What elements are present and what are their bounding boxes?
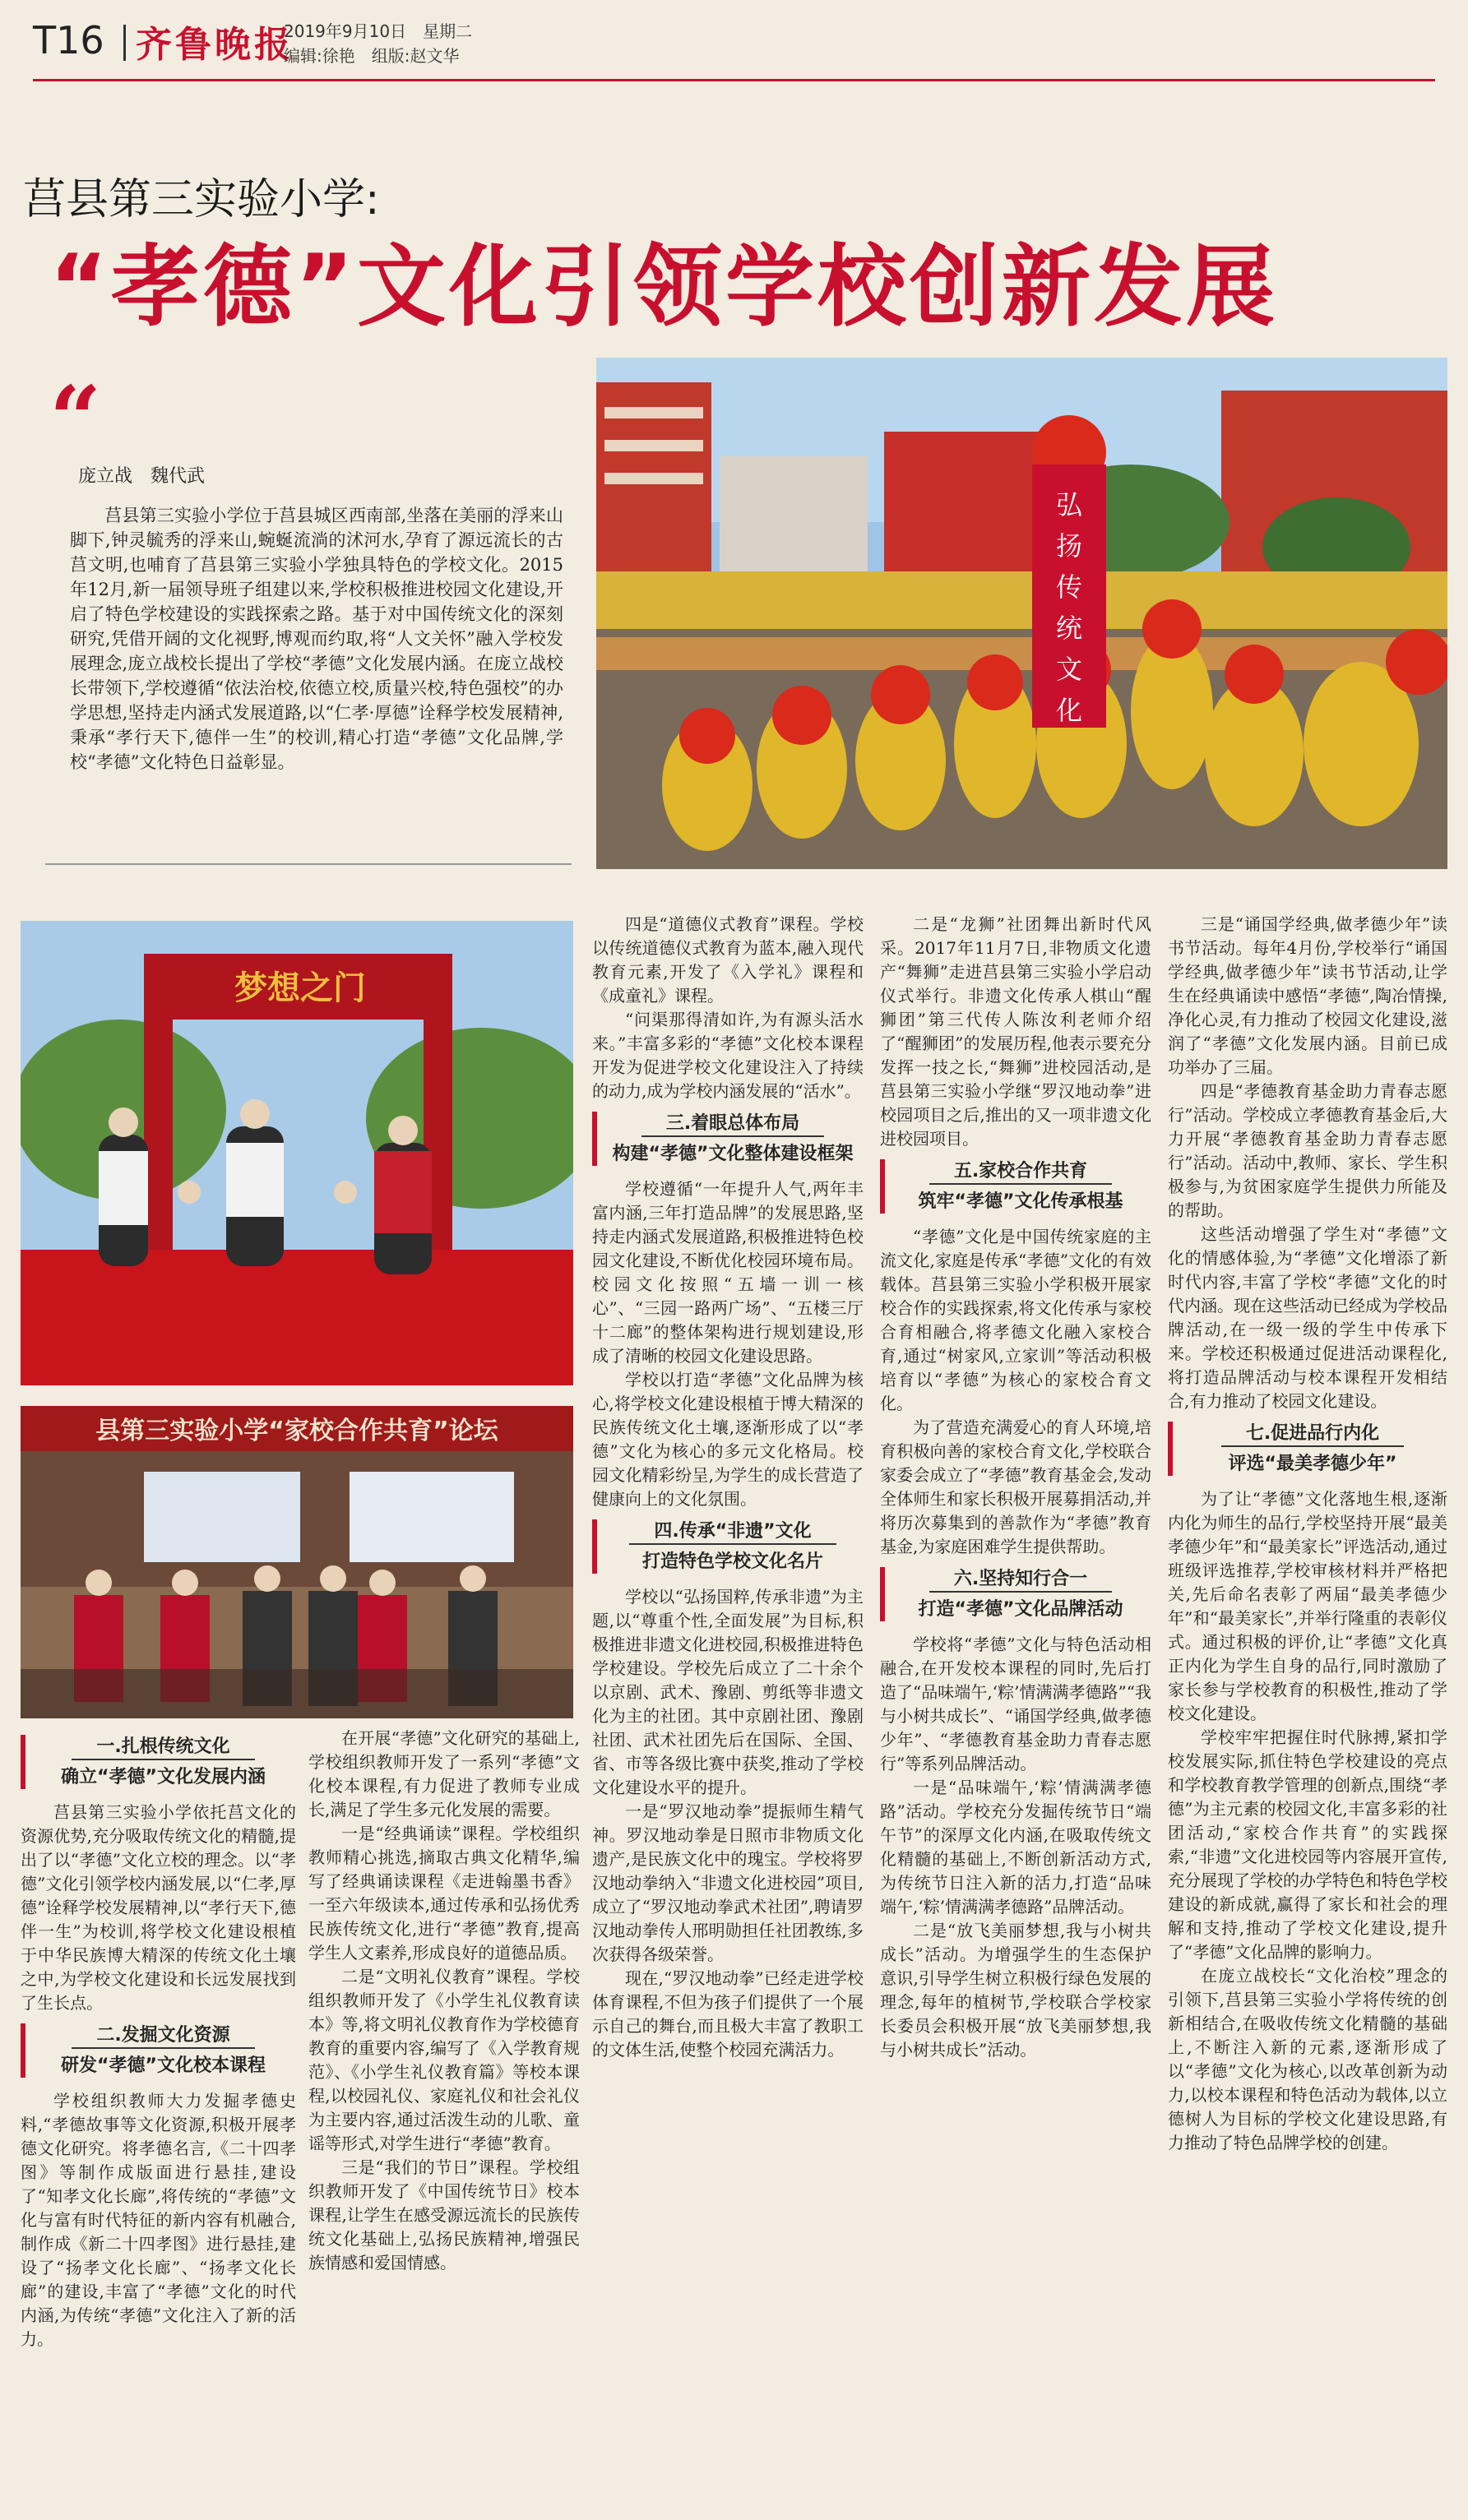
- editor-credit: 编辑:徐艳 组版:赵文华: [284, 46, 460, 66]
- article-column-4: [880, 913, 1151, 2062]
- masthead-logo: 齐鲁晚报: [136, 24, 294, 66]
- section-heading-7: [1168, 1422, 1447, 1476]
- section-3-title: 三.着眼总体布局: [641, 1112, 824, 1137]
- section-2-paragraph: 学校组织教师大力发掘孝德史料,“孝德故事等文化资源,积极开展孝德文化研究。将孝德名言,《二十四孝图》等制作成版面进行悬挂,建设了“知孝文化长廊”,将传统的“孝德”文化与富有时代特征的新内容有机融合,制作成《新二十四孝图》进行悬挂,建设了“扬孝文化长廊”、“扬孝文化长廊”的建设,丰富了“孝德”文化的时代内涵,为传统“孝德”文化注入了新的活力。: [21, 2091, 296, 2349]
- section-heading-3: [592, 1112, 864, 1166]
- lion-banner-char-1: 弘: [1055, 489, 1083, 520]
- dream-gate-photo: [21, 921, 573, 1385]
- header-rule: [33, 79, 1435, 81]
- byline: 庞立战 魏代武: [78, 466, 206, 487]
- dream-gate-banner: 梦想之门: [234, 969, 366, 1007]
- section-5-subtitle: 筑牢“孝德”文化传承根基: [918, 1191, 1123, 1212]
- section-6-paragraph: 学校将“孝德”文化与特色活动相融合,在开发校本课程的同时,先后打造了“品味端午,‘粽’情满满孝德路”“我与小树共成长”、“诵国学经典,做孝德少年”、“孝德教育基金助力青春志愿行”等系列品牌活动。: [880, 1635, 1151, 1773]
- section-2-paragraph: 四是“道德仪式教育”课程。学校以传统道德仪式教育为蓝本,融入现代教育元素,开发了《入学礼》课程和《成童礼》课程。: [592, 914, 864, 1006]
- lion-banner-char-5: 文: [1055, 654, 1083, 685]
- section-2-title: 二.发掘文化资源: [72, 2023, 254, 2049]
- lion-banner-char-4: 统: [1055, 613, 1083, 644]
- section-4-paragraph: 学校以“弘扬国粹,传承非遗”为主题,以“尊重个性,全面发展”为目标,积极推进非遗文化进校园,积极推进特色学校建设。学校先后成立了二十余个以京剧、武术、豫剧、剪纸等非遗文化为主的社团。其中京剧社团、豫剧社团、武术社团先后在国际、全国、省、市等各级比赛中获奖,推动了学校文化建设水平的提升。: [592, 1587, 864, 1797]
- section-2-paragraph: 在开展“孝德”文化研究的基础上,学校组织教师开发了一系列“孝德”文化校本课程,有力促进了教师专业成长,满足了学生多元化发展的需要。: [308, 1728, 580, 1819]
- section-1-paragraph: 莒县第三实验小学依托莒文化的资源优势,充分吸取传统文化的精髓,提出了以“孝德”文化立校的理念。以“孝德”文化引领学校内涵发展,以“仁孝,厚德”诠释学校发展精神,以“孝行天下,德伴一生”为校训,将学校文化建设根植于中华民族博大精深的传统文化土壤之中,为学校文化建设和长远发展找到了生长点。: [21, 1802, 296, 2013]
- section-1-title: 一.扎根传统文化: [72, 1735, 254, 1760]
- forum-photo: [21, 1406, 573, 1718]
- section-7-title: 七.促进品行内化: [1221, 1422, 1404, 1447]
- section-6-paragraph: 四是“孝德教育基金助力青春志愿行”活动。学校成立孝德教育基金后,大力开展“孝德教育基金助力青春志愿行”活动。活动中,教师、家长、学生积极参与,为贫困家庭学生提供力所能及的帮助。: [1168, 1081, 1447, 1220]
- section-heading-1: [21, 1735, 296, 1789]
- page-number: T16: [33, 18, 104, 62]
- section-3-paragraph: 学校以打造“孝德”文化品牌为核心,将学校文化建设根植于博大精深的民族传统文化土壤,逐渐形成了以“孝德”文化为核心的多元文化格局。校园文化精彩纷呈,为学生的成长营造了健康向上的文化氛围。: [592, 1370, 864, 1509]
- article-column-3: [592, 913, 864, 2062]
- section-5-title: 五.家校合作共育: [929, 1159, 1112, 1185]
- section-6-paragraph: 二是“放飞美丽梦想,我与小树共成长”活动。为增强学生的生态保护意识,引导学生树立积极行绿色发展的理念,每年的植树节,学校联合学校家长委员会积极开展“放飞美丽梦想,我与小树共成长”活动。: [880, 1921, 1151, 2060]
- lion-banner-char-3: 传: [1055, 571, 1083, 603]
- section-7-paragraph: 为了让“孝德”文化落地生根,逐渐内化为师生的品行,学校坚持开展“最美孝德少年”和“最美家长”评选活动,通过班级评选推荐,学校审核材料并严格把关,先后命名表彰了两届“最美孝德少年”和“最美家长”,并举行隆重的表彰仪式。通过积极的评价,让“孝德”文化真正内化为学生自身的品行,同时激励了家长参与学校教育的积极性,推动了学校文化建设。: [1168, 1489, 1447, 1723]
- section-2-paragraph: 三是“我们的节日”课程。学校组织教师开发了《中国传统节日》校本课程,让学生在感受源远流长的民族传统文化基础上,弘扬民族精神,增强民族情感和爱国情感。: [308, 2157, 580, 2273]
- section-4-paragraph: 一是“罗汉地动拳”提振师生精气神。罗汉地动拳是日照市非物质文化遗产,是民族文化中的瑰宝。学校将罗汉地动拳纳入“非遗文化进校园”项目,成立了“罗汉地动拳武术社团”,聘请罗汉地动拳传人邢明勋担任社团教练,多次获得各级荣誉。: [592, 1801, 864, 1964]
- section-4-paragraph: 现在,“罗汉地动拳”已经走进学校体育课程,不但为孩子们提供了一个展示自己的舞台,而且极大丰富了教职工的文体生活,使整个校园充满活力。: [592, 1968, 864, 2060]
- section-heading-5: [880, 1159, 1151, 1214]
- header-divider: [123, 25, 126, 61]
- intro-text: 莒县第三实验小学位于莒县城区西南部,坐落在美丽的浮来山脚下,钟灵毓秀的浮来山,蜿蜒流淌的沭河水,孕育了源远流长的古莒文明,也哺育了莒县第三实验小学独具特色的学校文化。2015年12月,新一届领导班子组建以来,学校积极推进校园文化建设,开启了特色学校建设的实践探索之路。基于对中国传统文化的深刻研究,凭借开阔的文化视野,博观而约取,将“人文关怀”融入学校发展理念,庞立战校长提出了学校“孝德”文化发展内涵。在庞立战校长带领下,学校遵循“依法治校,依德立校,质量兴校,特色强校”的办学思想,坚持走内涵式发展道路,以“仁孝·厚德”诠释学校发展精神,秉承“孝行天下,德伴一生”的校训,精心打造“孝德”文化品牌,学校“孝德”文化特色日益彰显。: [70, 506, 563, 772]
- section-heading-2: [21, 2023, 296, 2078]
- intro-paragraph: [70, 503, 563, 774]
- article-column-2: [308, 1727, 580, 2275]
- section-2-paragraph: 二是“文明礼仪教育”课程。学校组织教师开发了《小学生礼仪教育读本》等,将文明礼仪教育作为学校德育教育的重要内容,编写了《入学教育规范》、《小学生礼仪教育篇》等校本课程,以校园礼仪、家庭礼仪和社会礼仪为主要内容,通过活泼生动的儿歌、童谣等形式,对学生进行“孝德”教育。: [308, 1967, 580, 2153]
- article-column-5: [1168, 913, 1447, 2155]
- section-3-paragraph: 学校遵循“一年提升人气,两年丰富内涵,三年打造品牌”的发展思路,坚持走内涵式发展道路,积极推进特色校园文化建设,不断优化校园环境布局。校园文化按照“五墙一训一核心”、“三园一路两广场”、“五楼三厅十二廊”的整体架构进行规划建设,形成了清晰的校园文化建设思路。: [592, 1179, 864, 1366]
- article-subtitle: 莒县第三实验小学:: [23, 175, 380, 224]
- intro-rule: [45, 863, 572, 865]
- section-2-paragraph: “问渠那得清如许,为有源头活水来。”丰富多彩的“孝德”文化校本课程开发为促进学校文化建设注入了持续的动力,成为学校内涵发展的“活水”。: [592, 1010, 864, 1101]
- lion-dance-photo: [596, 358, 1447, 869]
- lion-banner-char-6: 化: [1055, 695, 1083, 726]
- section-4-paragraph: 二是“龙狮”社团舞出新时代风采。2017年11月7日,非物质文化遗产“舞狮”走进莒县第三实验小学启动仪式举行。非遗文化传承人棋山“醒狮团”第三代传人陈汝利老师介绍了“醒狮团”的发展历程,他表示要充分发挥一技之长,“舞狮”进校园活动,是莒县第三实验小学继“罗汉地动拳”进校园项目之后,推出的又一项非遗文化进校园项目。: [880, 914, 1151, 1149]
- section-heading-6: [880, 1567, 1151, 1621]
- quote-mark-icon: “: [49, 366, 102, 472]
- section-6-title: 六.坚持知行合一: [929, 1567, 1112, 1593]
- section-2-paragraph: 一是“经典诵读”课程。学校组织教师精心挑选,摘取古典文化精华,编写了经典诵读课程《走进翰墨书香》一至六年级读本,通过传承和弘扬优秀民族传统文化,进行“孝德”教育,提高学生人文素养,形成良好的道德品质。: [308, 1824, 580, 1963]
- section-7-subtitle: 评选“最美孝德少年”: [1228, 1454, 1397, 1474]
- section-6-subtitle: 打造“孝德”文化品牌活动: [918, 1599, 1123, 1620]
- issue-date: 2019年9月10日 星期二: [284, 21, 473, 41]
- section-6-paragraph: 这些活动增强了学生对“孝德”文化的情感体验,为“孝德”文化增添了新时代内容,丰富了学校“孝德”文化的时代内涵。现在这些活动已经成为学校品牌活动,在一级一级的学生中传承下来。学校还积极通过促进活动课程化,将打造品牌活动与校本课程开发相结合,有力推动了校园文化建设。: [1168, 1224, 1447, 1411]
- section-1-subtitle: 确立“孝德”文化发展内涵: [61, 1767, 266, 1787]
- section-3-subtitle: 构建“孝德”文化整体建设框架: [612, 1144, 854, 1164]
- section-heading-4: [592, 1519, 864, 1574]
- section-4-subtitle: 打造特色学校文化名片: [641, 1551, 823, 1572]
- section-5-paragraph: 为了营造充满爱心的育人环境,培育积极向善的家校合育文化,学校联合家委会成立了“孝德”教育基金会,发动全体师生和家长积极开展募捐活动,并将历次募集到的善款作为“孝德”教育基金,为家庭困难学生提供帮助。: [880, 1417, 1151, 1556]
- lion-banner-char-2: 扬: [1055, 530, 1083, 562]
- article-title: “孝德”文化引领学校创新发展: [49, 236, 1278, 339]
- section-7-paragraph: 学校牢牢把握住时代脉搏,紧扣学校发展实际,抓住特色学校建设的亮点和学校教育教学管理的创新点,围绕“孝德”为主元素的校园文化,丰富多彩的社团活动,“家校合作共育”的实践探索,“非遗”文化进校园等内容展开宣传,充分展现了学校的办学特色和特色学校建设的新成就,赢得了家长和社会的理解和支持,推动了学校文化建设,提升了“孝德”文化品牌的影响力。: [1168, 1727, 1447, 1962]
- section-5-paragraph: “孝德”文化是中国传统家庭的主流文化,家庭是传承“孝德”文化的有效载体。莒县第三实验小学积极开展家校合作的实践探索,将文化传承与家校合育相融合,将孝德文化融入家校合育,通过“树家风,立家训”等活动积极培育以“孝德”为核心的家校合育文化。: [880, 1227, 1151, 1413]
- section-7-paragraph: 在庞立战校长“文化治校”理念的引领下,莒县第三实验小学将传统的创新相结合,在吸收传统文化精髓的基础上,不断注入新的元素,逐渐形成了以“孝德”文化为核心,以改革创新为动力,以校本课程和特色活动为载体,以立德树人为目标的学校文化建设思路,有力推动了特色品牌学校的创建。: [1168, 1966, 1447, 2152]
- section-6-paragraph: 三是“诵国学经典,做孝德少年”读书节活动。每年4月份,学校举行“诵国学经典,做孝德少年”读书节活动,让学生在经典诵读中感悟“孝德”,陶冶情操,净化心灵,有力推动了校园文化建设,滋润了“孝德”文化发展内涵。目前已成功举办了三届。: [1168, 914, 1447, 1077]
- forum-banner: 县第三实验小学“家校合作共育”论坛: [95, 1417, 498, 1445]
- section-2-subtitle: 研发“孝德”文化校本课程: [61, 2055, 266, 2076]
- section-6-paragraph: 一是“品味端午,‘粽’情满满孝德路”活动。学校充分发掘传统节日“端午节”的深厚文化内涵,在吸取传统文化精髓的基础上,不断创新活动方式,为传统节日注入新的活力,打造“品味端午,‘粽’情满满孝德路”品牌活动。: [880, 1778, 1151, 1917]
- section-4-title: 四.传承“非遗”文化: [629, 1519, 836, 1545]
- article-column-1: [21, 1727, 296, 2351]
